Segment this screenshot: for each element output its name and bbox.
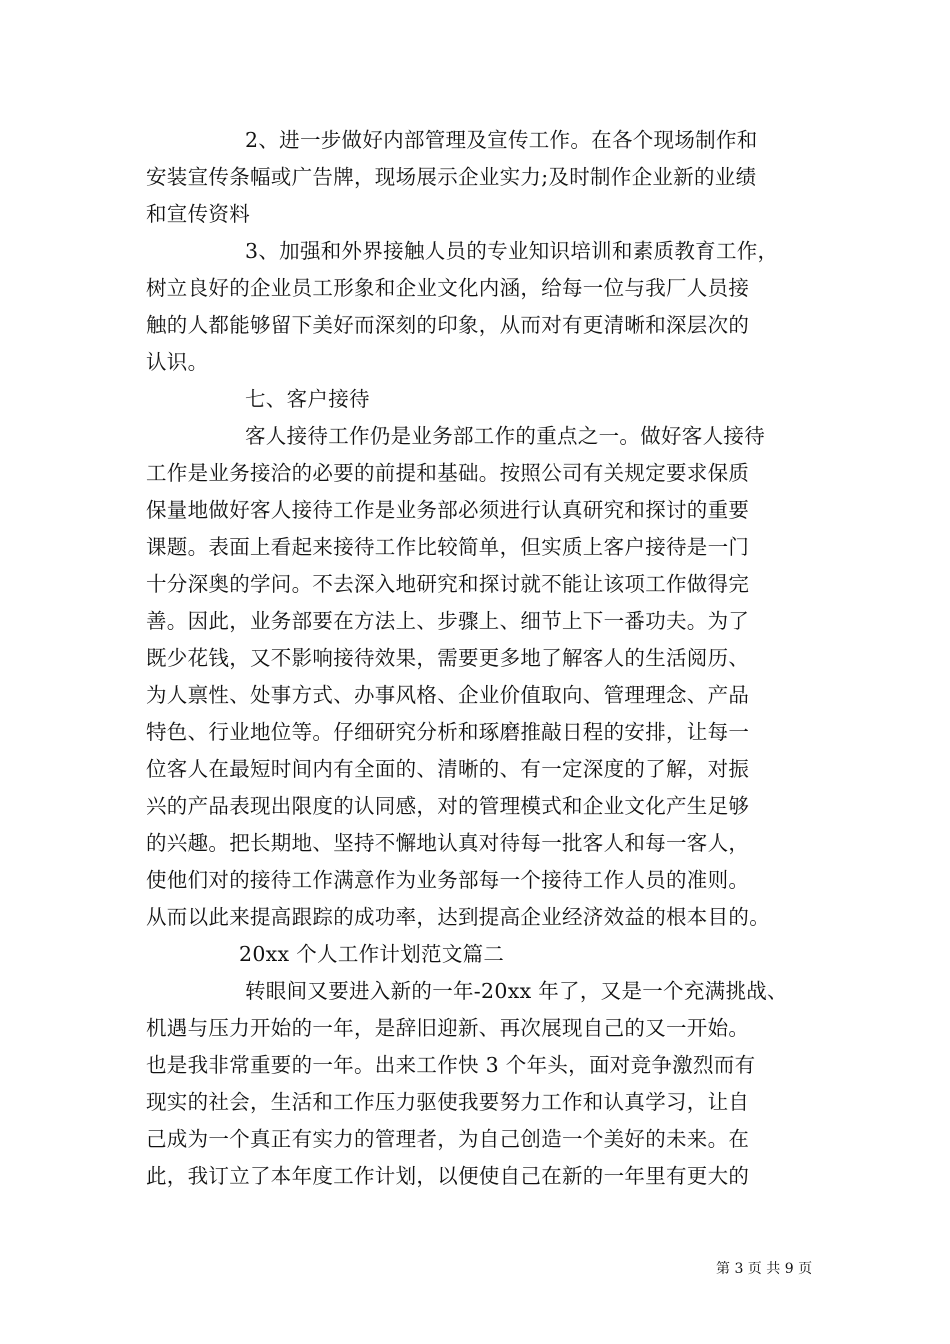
paragraph-line: 兴的产品表现出限度的认同感，对的管理模式和企业文化产生足够 [146, 794, 750, 818]
paragraph-line: 的兴趣。把长期地、坚持不懈地认真对待每一批客人和每一客人， [146, 831, 750, 855]
paragraph-line: 现实的社会，生活和工作压力驱使我要努力工作和认真学习，让自 [146, 1090, 750, 1114]
paragraph-line: 为人禀性、处事方式、办事风格、企业价值取向、管理理念、产品 [146, 683, 750, 707]
section-heading: 20xx 个人工作计划范文篇二 [239, 942, 505, 966]
page-number: 第 3 页 共 9 页 [716, 1261, 813, 1277]
paragraph-line: 位客人在最短时间内有全面的、清晰的、有一定深度的了解，对振 [146, 757, 750, 781]
paragraph-line: 也是我非常重要的一年。出来工作快 3 个年头，面对竞争激烈而有 [146, 1053, 756, 1077]
paragraph-line: 己成为一个真正有实力的管理者，为自己创造一个美好的未来。在 [146, 1127, 750, 1151]
paragraph-line: 课题。表面上看起来接待工作比较简单，但实质上客户接待是一门 [146, 535, 750, 559]
paragraph-line: 认识。 [146, 350, 209, 374]
paragraph-line: 客人接待工作仍是业务部工作的重点之一。做好客人接待 [245, 424, 765, 448]
paragraph-line: 和宣传资料 [146, 202, 250, 226]
paragraph-line: 转眼间又要进入新的一年-20xx 年了，又是一个充满挑战、 [245, 979, 788, 1003]
paragraph-line: 保量地做好客人接待工作是业务部必须进行认真研究和探讨的重要 [146, 498, 750, 522]
paragraph-line: 触的人都能够留下美好而深刻的印象，从而对有更清晰和深层次的 [146, 313, 750, 337]
paragraph-line: 安装宣传条幅或广告牌，现场展示企业实力;及时制作企业新的业绩 [146, 165, 757, 189]
section-heading: 七、客户接待 [245, 387, 370, 411]
paragraph-line: 机遇与压力开始的一年，是辞旧迎新、再次展现自己的又一开始。 [146, 1016, 750, 1040]
paragraph-line: 特色、行业地位等。仔细研究分析和琢磨推敲日程的安排，让每一 [146, 720, 750, 744]
paragraph-line: 此，我订立了本年度工作计划，以便使自己在新的一年里有更大的 [146, 1164, 750, 1188]
paragraph-line: 2、进一步做好内部管理及宣传工作。在各个现场制作和 [245, 128, 758, 152]
paragraph-line: 3、加强和外界接触人员的专业知识培训和素质教育工作， [245, 239, 779, 263]
paragraph-line: 工作是业务接洽的必要的前提和基础。按照公司有关规定要求保质 [146, 461, 750, 485]
paragraph-line: 使他们对的接待工作满意作为业务部每一个接待工作人员的准则。 [146, 868, 750, 892]
paragraph-line: 既少花钱，又不影响接待效果，需要更多地了解客人的生活阅历、 [146, 646, 750, 670]
paragraph-line: 善。因此，业务部要在方法上、步骤上、细节上下一番功夫。为了 [146, 609, 750, 633]
paragraph-line: 十分深奥的学问。不去深入地研究和探讨就不能让该项工作做得完 [146, 572, 750, 596]
paragraph-line: 从而以此来提高跟踪的成功率，达到提高企业经济效益的根本目的。 [146, 905, 770, 929]
paragraph-line: 树立良好的企业员工形象和企业文化内涵，给每一位与我厂人员接 [146, 276, 750, 300]
